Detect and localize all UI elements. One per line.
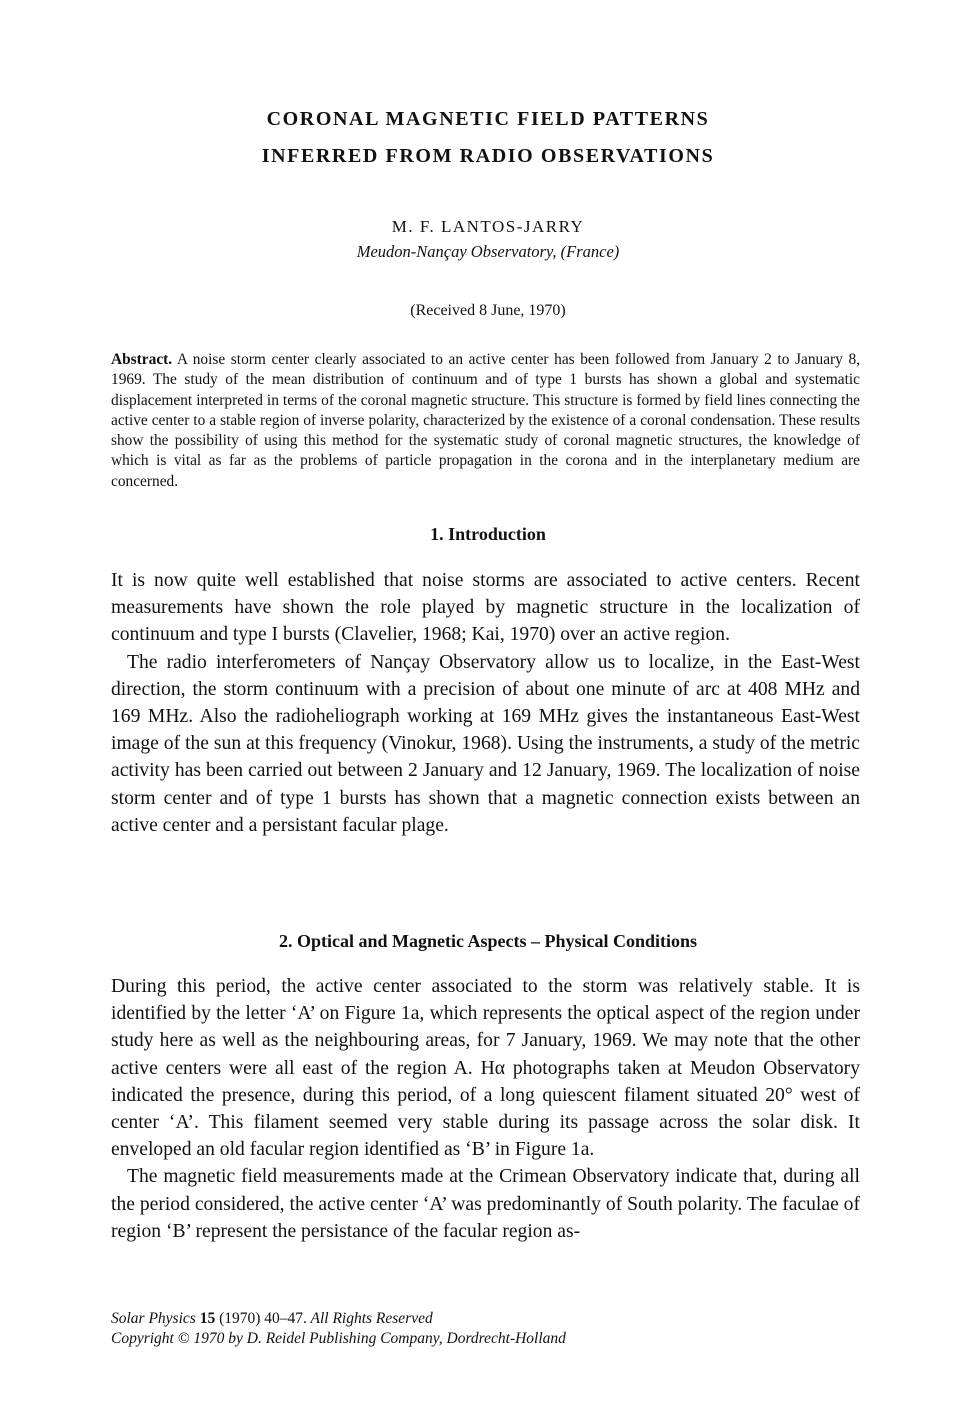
abstract [111,350,860,492]
author-name: M. F. LANTOS-JARRY [391,217,585,236]
paragraph: It is now quite well established that noise storms are associated to active centers. Recent measurements have shown the role played by magnetic structure in the localization of continuum and type I bursts (Clavelier, 1968; Kai, 1970) over an active region. [111,570,860,646]
copyright-notice: Copyright © 1970 by D. Reidel Publishing Company, Dordrecht-Holland [111,1330,566,1347]
journal-year-pages: (1970) 40–47. [215,1310,307,1327]
section-heading-introduction: 1. Introduction [430,524,546,544]
journal-name: Solar Physics [111,1310,196,1327]
abstract-label: Abstract. [111,351,173,368]
section-heading-optical-magnetic: 2. Optical and Magnetic Aspects – Physical Conditions [278,931,698,951]
journal-volume: 15 [199,1310,216,1327]
author-affiliation: Meudon-Nançay Observatory, (France) [356,242,620,261]
paragraph: The magnetic field measurements made at the Crimean Observatory indicate that, during all the period considered, the active center ‘A’ was predominantly of South polarity. The faculae of region ‘B’ represent the persistance of the facular region as- [111,1166,860,1242]
paper-title-line-1: CORONAL MAGNETIC FIELD PATTERNS [266,108,710,130]
paragraph: During this period, the active center associated to the storm was relatively stable. It is identified by the letter ‘A’ on Figure 1a, which represents the optical aspect of the region under study here as well as the neighbouring areas, for 7 January, 1969. We may note that the other active centers were all east of the region A. Hα photographs taken at Meudon Observatory indicated the presence, during this period, of a long quiescent filament situated 20° west of center ‘A’. This filament seemed very stable during its passage across the solar disk. It enveloped an old facular region identified as ‘B’ in Figure 1a. [111,976,860,1161]
journal-citation [111,1309,860,1329]
received-date: (Received 8 June, 1970) [410,302,566,319]
section-introduction-body [111,567,860,839]
abstract-text: A noise storm center clearly associated to an active center has been followed from January 2 to January 8, 1969. The study of the mean distribution of continuum and of type 1 bursts has shown a global and systematic displacement interpreted in terms of the coronal magnetic structure. This structure is formed by field lines connecting the active center to a stable region of inverse polarity, characterized by the existence of a coronal condensation. These results show the possibility of using this method for the systematic study of coronal magnetic structures, the knowledge of which is vital as far as the problems of particle propagation in the corona and in the interplanetary medium are concerned. [111,351,860,490]
paragraph: The radio interferometers of Nançay Observatory allow us to localize, in the East-West direction, the storm continuum with a precision of about one minute of arc at 408 MHz and 169 MHz. Also the radioheliograph working at 169 MHz gives the instantaneous East-West image of the sun at this frequency (Vinokur, 1968). Using the instruments, a study of the metric activity has been carried out between 2 January and 12 January, 1969. The localization of noise storm center and of type 1 bursts has shown that a magnetic connection exists between an active center and a persistant facular plage. [111,651,860,836]
rights-notice: All Rights Reserved [306,1310,433,1327]
page-footer [111,1309,860,1349]
section-optical-magnetic-body [111,973,860,1245]
paper-title-line-2: INFERRED FROM RADIO OBSERVATIONS [261,145,715,167]
